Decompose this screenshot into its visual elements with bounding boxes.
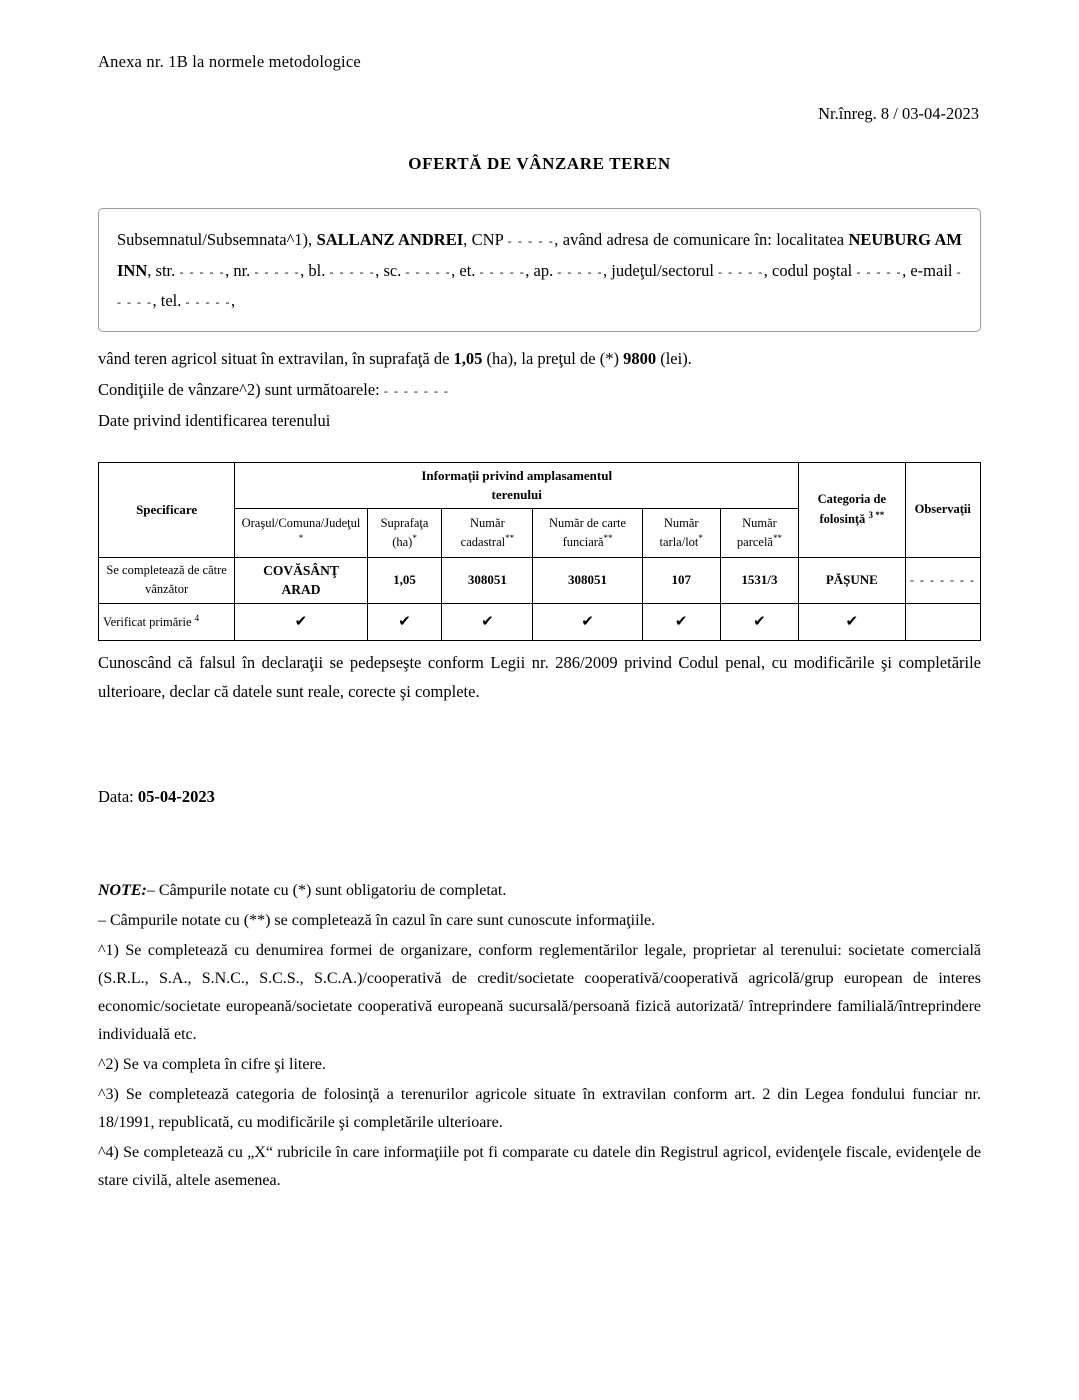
- th-suprafata-line1: Suprafaţa: [380, 515, 429, 530]
- th-numar-cadastral: [442, 508, 533, 557]
- date-value: 05-04-2023: [137, 786, 215, 806]
- ap-value: - - - - -: [557, 264, 604, 279]
- cell-suprafata: 1,05: [367, 557, 442, 603]
- judet-label: , judeţul/sectorul: [603, 260, 714, 280]
- th-categoria-folosinta: [799, 462, 905, 557]
- nr-value: - - - - -: [254, 264, 301, 279]
- check-observatii: [905, 603, 980, 640]
- declarant-tail: ,: [230, 291, 236, 311]
- cnp-value: - - - - -: [507, 234, 555, 248]
- ap-label: , ap.: [525, 260, 554, 280]
- sc-label: , sc.: [375, 260, 402, 280]
- th-funciara-line1: Număr de carte: [549, 515, 627, 530]
- row-label-verificat-sup: 4: [194, 612, 200, 623]
- bl-value: - - - - -: [329, 264, 376, 279]
- th-tarla-sup: *: [698, 532, 703, 543]
- sale-conditions-line: [98, 375, 981, 404]
- check-categoria-folosinta: ✔: [799, 603, 905, 640]
- page-title: OFERTĂ DE VÂNZARE TEREN: [408, 154, 671, 173]
- nr-label: , nr.: [225, 260, 251, 280]
- annex-reference: Anexa nr. 1B la normele metodologice: [98, 52, 361, 71]
- sale-surface-line: [98, 344, 981, 373]
- table-row: [99, 603, 981, 640]
- declarant-name: SALLANZ ANDREI: [316, 230, 464, 249]
- th-suprafata: [367, 508, 442, 557]
- th-categoria-label: Categoria de folosinţă: [817, 492, 887, 526]
- cell-numar-parcela: 1531/3: [720, 557, 798, 603]
- sc-value: - - - - -: [405, 264, 452, 279]
- row-label-verificat-text: Verificat primărie: [103, 614, 192, 629]
- th-funciara-line2: funciară: [562, 534, 604, 549]
- note-item-0: – Câmpurile notate cu (*) sunt obligatoriu de completat.: [146, 881, 507, 899]
- th-funciara-sup: **: [603, 532, 613, 543]
- cell-carte-funciara: 308051: [533, 557, 642, 603]
- th-numar-tarla-lot: [642, 508, 720, 557]
- et-label: , et.: [451, 260, 476, 280]
- note-line-3: ^2) Se va completa în cifre şi litere.: [98, 1055, 326, 1073]
- th-specificare: Specificare: [99, 462, 235, 557]
- cell-observatii: - - - - - - -: [905, 557, 980, 603]
- land-identification-heading: Date privind identificarea terenului: [98, 411, 331, 431]
- table-row: [99, 557, 981, 603]
- registration-number: Nr.înreg. 8 / 03-04-2023: [818, 104, 979, 123]
- cell-numar-cadastral: 308051: [442, 557, 533, 603]
- th-group-amplasament: [235, 462, 799, 508]
- note-line-4: ^3) Se completează categoria de folosinţă a terenurilor agricole situate în extravilan conform art. 2 din Legea fondului funciar nr. 18/1991, republicată, cu modificările şi completările ulterioare.: [98, 1085, 981, 1131]
- table-header-row-1: [99, 462, 981, 508]
- conditions-label: Condiţiile de vânzare^2) sunt următoarele:: [98, 379, 384, 399]
- th-tarla-line1: Număr: [663, 515, 699, 530]
- email-value: - - - - -: [117, 264, 963, 310]
- th-carte-funciara: [533, 508, 642, 557]
- th-cadastral-sup: **: [505, 532, 515, 543]
- th-suprafata-sup: *: [412, 532, 417, 543]
- th-oras-line1: Oraşul/Comuna/Judeţul: [241, 515, 361, 530]
- note-line-1: – Câmpurile notate cu (**) se completează în cazul în care sunt cunoscute informaţiile.: [98, 911, 656, 929]
- address-intro: , având adresa de comunicare în: localitatea: [554, 230, 849, 249]
- note-line-2: ^1) Se completează cu denumirea formei de organizare, conform reglementărilor legale, proprietar al terenului: societate comercială (S.R.L., S.A., S.N.C., S.C.S., S.C.A.)/cooperativă de credit/societate cooperativă/cooperativă agricolă/grup european de interes economic/societate europeană/societate cooperativă europeană sucursală/persoană fizică autorizată/ întreprindere familială/întreprindere individuală etc.: [98, 941, 981, 1043]
- th-observatii: Observaţii: [905, 462, 980, 557]
- th-cadastral-line2: cadastral: [460, 534, 506, 549]
- check-suprafata: ✔: [367, 603, 442, 640]
- judet-value: - - - - -: [718, 264, 764, 279]
- th-group-line2: terenului: [491, 487, 542, 503]
- check-oras-judet: ✔: [235, 603, 367, 640]
- tel-value: - - - - -: [185, 295, 231, 310]
- sale-line-prefix: vând teren agricol situat în extravilan, în suprafaţă de: [98, 348, 454, 368]
- th-parcela-sup: **: [772, 532, 782, 543]
- conditions-value: - - - - - - -: [383, 383, 450, 398]
- price-value: 9800: [623, 348, 657, 368]
- cnp-label: , CNP: [463, 230, 504, 249]
- street-value: - - - - -: [179, 264, 226, 279]
- cell-oras-judet: [235, 557, 367, 603]
- land-details-table: [98, 462, 981, 641]
- note-line-5: ^4) Se completează cu „X“ rubricile în care informaţiile pot fi comparate cu datele din Registrul agricol, evidenţele fiscale, evidenţele de stare civilă, altele asemenea.: [98, 1143, 981, 1189]
- check-carte-funciara: ✔: [533, 603, 642, 640]
- postal-value: - - - - -: [856, 264, 903, 279]
- note-line-0: [98, 877, 981, 905]
- cell-numar-tarla: 107: [642, 557, 720, 603]
- notes-section: [98, 877, 981, 1195]
- cell-categoria-folosinta: PĂŞUNE: [799, 557, 905, 603]
- date-label: Data:: [98, 786, 138, 806]
- th-numar-parcela: [720, 508, 798, 557]
- cell-judet: ARAD: [281, 582, 321, 598]
- check-numar-tarla: ✔: [642, 603, 720, 640]
- penal-declaration-text: Cunoscând că falsul în declaraţii se pedepseşte conform Legii nr. 286/2009 privind Codul penal, cu modificările şi completările ulterioare, declar că datele sunt reale, corecte şi complete.: [98, 652, 981, 701]
- check-numar-cadastral: ✔: [442, 603, 533, 640]
- street-label: , str.: [147, 260, 176, 280]
- th-parcela-line1: Număr: [742, 515, 777, 530]
- et-value: - - - - -: [479, 264, 526, 279]
- row-label-verificat-primarie: [99, 603, 235, 640]
- declarant-box: [98, 208, 981, 332]
- postal-label: , codul poştal: [763, 260, 853, 280]
- date-line: [98, 787, 981, 807]
- email-label: , e-mail: [902, 260, 953, 280]
- sale-line-mid: (ha), la preţul de (*): [482, 348, 624, 368]
- locality-value: NEUBURG AM INN: [117, 230, 962, 280]
- th-cadastral-line1: Număr: [470, 515, 505, 530]
- bl-label: , bl.: [300, 260, 326, 280]
- th-tarla-line2: tarla/lot: [659, 534, 699, 549]
- check-numar-parcela: ✔: [720, 603, 798, 640]
- cell-oras: COVĂSÂNŢ: [263, 562, 339, 578]
- th-suprafata-line2: (ha): [392, 534, 413, 549]
- tel-label: , tel.: [152, 291, 182, 311]
- surface-value: 1,05: [453, 348, 483, 368]
- th-oras-sup: *: [298, 532, 304, 543]
- th-parcela-line2: parcelă: [736, 534, 773, 549]
- th-categoria-sup: 3 **: [868, 509, 885, 520]
- row-label-vanzator: Se completează de către vânzător: [99, 557, 235, 603]
- th-group-line1: Informaţii privind amplasamentul: [421, 467, 613, 483]
- declarant-prefix: Subsemnatul/Subsemnata^1),: [117, 230, 317, 249]
- notes-title: NOTE:: [98, 881, 147, 899]
- th-oras-comuna-judet: [235, 508, 367, 557]
- sale-line-end: (lei).: [656, 348, 692, 368]
